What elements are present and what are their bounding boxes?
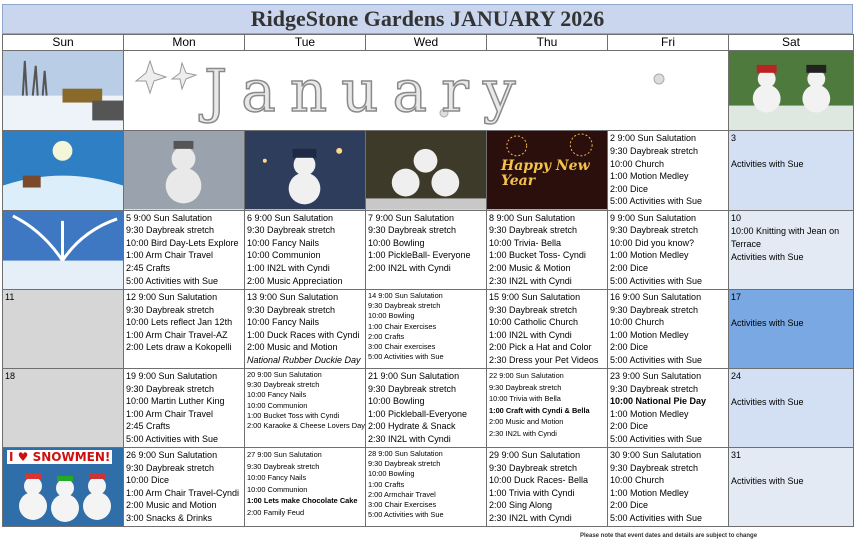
calendar-title: RidgeStone Gardens JANUARY 2026	[2, 4, 853, 34]
snowman-sculpture-photo	[124, 131, 245, 210]
cell-jan-16: 16 9:00 Sun Salutation 9:30 Daybreak stretch 10:00 Church 1:00 Motion Medley 2:00 Dice 5:00 Activities with Sue	[608, 290, 729, 369]
cell-jan-6: 6 9:00 Sun Salutation 9:30 Daybreak stretch 10:00 Fancy Nails 10:00 Communion 1:00 IN2L with Cyndi 2:00 Music Appreciation	[245, 210, 366, 289]
footer-note: Please note that event dates and details are subject to change	[580, 533, 758, 539]
cell-jan-29: 29 9:00 Sun Salutation 9:30 Daybreak stretch 10:00 Duck Races- Bella 1:00 Trivia with Cyndi 2:00 Sing Along 2:30 IN2L with Cyndi	[487, 448, 608, 527]
cell-jan-8: 8 9:00 Sun Salutation 9:30 Daybreak stretch 10:00 Trivia- Bella 1:00 Bucket Toss- Cyndi 2:00 Music & Motion 2:30 IN2L with Cyndi	[487, 210, 608, 289]
day-2-schedule: 2 9:00 Sun Salutation 9:30 Daybreak stretch 10:00 Church 1:00 Motion Medley 2:00 Dice 5:00 Activities with Sue	[610, 133, 703, 207]
january-banner	[124, 51, 729, 131]
i-love-snowmen-picture	[3, 448, 124, 527]
snowmen-group-photo	[366, 131, 487, 210]
cell-jan-7: 7 9:00 Sun Salutation 9:30 Daybreak stretch 10:00 Bowling 1:00 PickleBall- Everyone 2:00 IN2L with Cyndi	[366, 210, 487, 289]
cell-jan-15: 15 9:00 Sun Salutation 9:30 Daybreak stretch 10:00 Catholic Church 1:00 IN2L with Cyndi 2:00 Pick a Hat and Color 2:30 Dress your Pet Videos	[487, 290, 608, 369]
snowman-figures-photo	[729, 51, 854, 131]
january-word: January	[204, 57, 530, 125]
cell-jan-10: 10 10:00 Knitting with Jean on Terrace Activities with Sue	[729, 210, 854, 289]
cell-jan-26: 26 9:00 Sun Salutation 9:30 Daybreak stretch 10:00 Dice 1:00 Arm Chair Travel-Cyndi 2:00 Music and Motion 3:00 Snacks & Drinks	[124, 448, 245, 527]
cell-jan-5: 5 9:00 Sun Salutation 9:30 Daybreak stretch 10:00 Bird Day-Lets Explore 1:00 Arm Chair Travel 2:45 Crafts 5:00 Activities with Sue	[124, 210, 245, 289]
cell-jan-24: 24 Activities with Sue	[729, 369, 854, 448]
winter-cabin-picture	[3, 131, 124, 210]
day-header-sat: Sat	[729, 35, 854, 51]
cell-jan-31: 31 Activities with Sue	[729, 448, 854, 527]
day-header-mon: Mon	[124, 35, 245, 51]
calendar	[2, 4, 853, 527]
happy-new-year-text: Happy New Year	[501, 158, 590, 190]
cell-jan-12: 12 9:00 Sun Salutation 9:30 Daybreak stretch 10:00 Lets reflect Jan 12th 1:00 Arm Chair Travel-AZ 2:00 Lets draw a Kokopelli	[124, 290, 245, 369]
cell-jan-13: 13 9:00 Sun Salutation 9:30 Daybreak stretch 10:00 Fancy Nails 1:00 Duck Races with Cyndi 2:00 Music and Motion National Rubber Duckie Day	[245, 290, 366, 369]
cell-jan-23: 23 9:00 Sun Salutation 9:30 Daybreak stretch 10:00 National Pie Day 1:00 Motion Medley 2:00 Dice 5:00 Activities with Sue	[608, 369, 729, 448]
cell-jan-9: 9 9:00 Sun Salutation 9:30 Daybreak stretch 10:00 Did you know? 1:00 Motion Medley 2:00 Dice 5:00 Activities with Sue	[608, 210, 729, 289]
winter-road-photo	[3, 51, 124, 131]
calendar-grid	[2, 34, 854, 527]
snowman-night-photo	[245, 131, 366, 210]
day-header-fri: Fri	[608, 35, 729, 51]
cell-jan-28: 28 9:00 Sun Salutation 9:30 Daybreak stretch 10:00 Bowling 1:00 Crafts 2:00 Armchair Travel 3:00 Chair Exercises 5:00 Activities with Sue	[366, 448, 487, 527]
cell-jan-30: 30 9:00 Sun Salutation 9:30 Daybreak stretch 10:00 Church 1:00 Motion Medley 2:00 Dice 5:00 Activities with Sue	[608, 448, 729, 527]
cell-jan-20: 20 9:00 Sun Salutation 9:30 Daybreak stretch 10:00 Fancy Nails 10:00 Communion 1:00 Bucket Toss with Cyndi 2:00 Karaoke & Cheese Lovers Day	[245, 369, 366, 448]
cell-jan-19: 19 9:00 Sun Salutation 9:30 Daybreak stretch 10:00 Martin Luther King 1:00 Arm Chair Travel 2:45 Crafts 5:00 Activities with Sue	[124, 369, 245, 448]
cell-jan-27: 27 9:00 Sun Salutation 9:30 Daybreak stretch 10:00 Fancy Nails 10:00 Communion 1:00 Lets make Chocolate Cake 2:00 Family Feud	[245, 448, 366, 527]
cell-jan-3: 3 Activities with Sue	[729, 131, 854, 210]
cell-jan-17: 17 Activities with Sue	[729, 290, 854, 369]
happy-new-year-picture	[487, 131, 608, 210]
cell-jan-14: 14 9:00 Sun Salutation 9:30 Daybreak stretch 10:00 Bowling 1:00 Chair Exercises 2:00 Crafts 3:00 Chair exercises 5:00 Activities with Sue	[366, 290, 487, 369]
cell-jan-18: 18	[3, 369, 124, 448]
day-header-tue: Tue	[245, 35, 366, 51]
cell-jan-22: 22 9:00 Sun Salutation 9:30 Daybreak stretch 10:00 Trivia with Bella 1:00 Craft with Cyndi & Bella 2:00 Music and Motion 2:30 IN2L with Cyndi	[487, 369, 608, 448]
day-header-sun: Sun	[3, 35, 124, 51]
cell-jan-11: 11	[3, 290, 124, 369]
day-header-wed: Wed	[366, 35, 487, 51]
day-header-thu: Thu	[487, 35, 608, 51]
i-love-snowmen-text: I ♥ SNOWMEN!	[9, 450, 111, 465]
snowy-trees-photo	[3, 210, 124, 289]
cell-jan-21: 21 9:00 Sun Salutation 9:30 Daybreak stretch 10:00 Bowling 1:00 Pickleball-Everyone 2:00 Hydrate & Snack 2:30 IN2L with Cyndi	[366, 369, 487, 448]
cell-jan-2	[608, 131, 729, 210]
